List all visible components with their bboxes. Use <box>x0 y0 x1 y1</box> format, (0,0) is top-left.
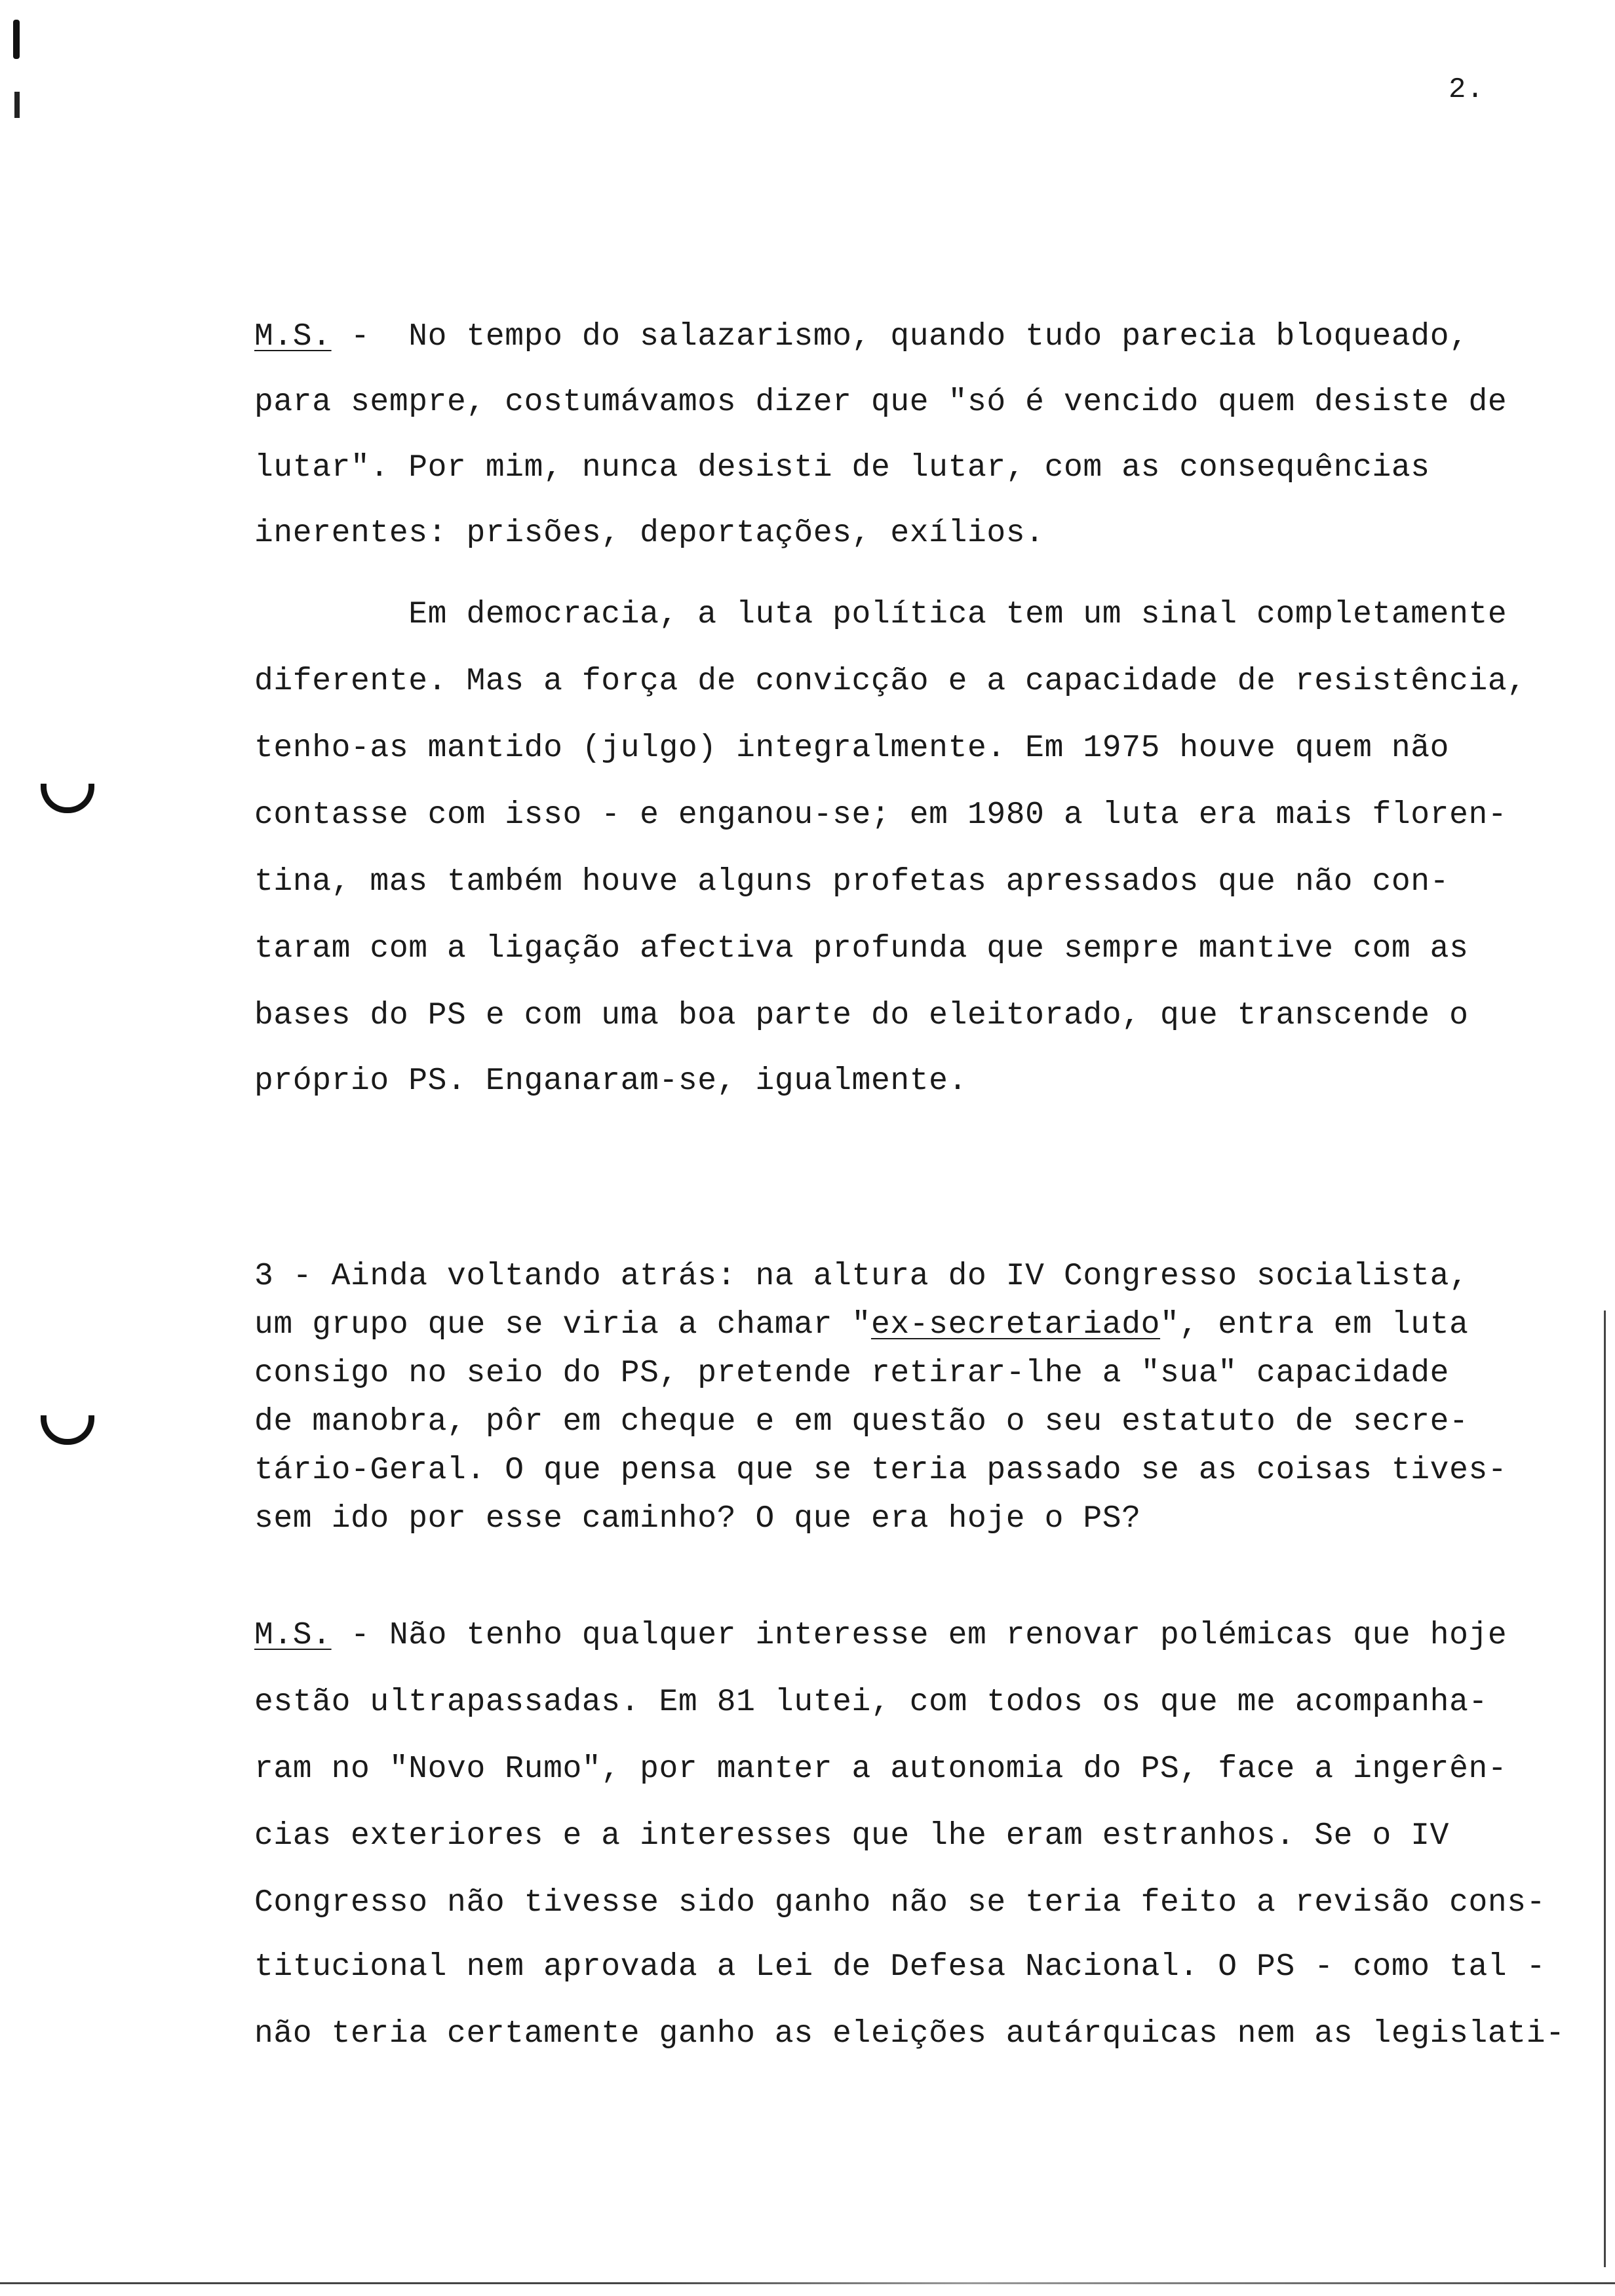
paragraph1-line-3: lutar". Por mim, nunca desisti de lutar, com as consequências <box>254 450 1430 486</box>
binder-tick <box>14 92 20 118</box>
bottom-edge <box>0 2282 1615 2284</box>
paragraph2-line-6: taram com a ligação afectiva profunda que sempre mantive com as <box>254 931 1469 966</box>
paragraph1-line-4: inerentes: prisões, deportações, exílios. <box>254 516 1045 551</box>
speaker-label: M.S. <box>254 1618 332 1653</box>
paragraph1-line-2: para sempre, costumávamos dizer que "só é vencido quem desiste de <box>254 385 1508 420</box>
question3-line-5: tário-Geral. O que pensa que se teria passado se as coisas tives- <box>254 1453 1508 1488</box>
paragraph2-line-4: contasse com isso - e enganou-se; em 1980 a luta era mais floren- <box>254 797 1508 833</box>
answer3-line-5: Congresso não tivesse sido ganho não se teria feito a revisão cons- <box>254 1885 1546 1921</box>
margin-mark <box>41 784 94 813</box>
answer3-line-2: estão ultrapassadas. Em 81 lutei, com todos os que me acompanha- <box>254 1685 1488 1720</box>
paragraph2-line-5: tina, mas também houve alguns profetas apressados que não con- <box>254 864 1450 900</box>
page-edge <box>1604 1311 1606 2267</box>
question3-line-2: um grupo que se viria a chamar "ex-secretariado", entra em luta <box>254 1307 1469 1343</box>
paragraph2-line-1: Em democracia, a luta política tem um sinal completamente <box>254 597 1508 632</box>
paragraph2-line-7: bases do PS e com uma boa parte do eleitorado, que transcende o <box>254 998 1469 1033</box>
paragraph2-line-2: diferente. Mas a força de convicção e a capacidade de resistência, <box>254 664 1527 699</box>
answer3-line-3: ram no "Novo Rumo", por manter a autonomia do PS, face a ingerên- <box>254 1751 1508 1787</box>
answer3-line-7: não teria certamente ganho as eleições autárquicas nem as legislati- <box>254 2016 1565 2052</box>
paragraph1-line-1: M.S. - No tempo do salazarismo, quando tudo parecia bloqueado, <box>254 319 1469 354</box>
answer3-line-4: cias exteriores e a interesses que lhe eram estranhos. Se o IV <box>254 1818 1450 1854</box>
answer3-line-6: titucional nem aprovada a Lei de Defesa Nacional. O PS - como tal - <box>254 1949 1546 1985</box>
question3-line-6: sem ido por esse caminho? O que era hoje o PS? <box>254 1501 1141 1537</box>
binder-mark <box>13 20 20 59</box>
margin-mark <box>41 1415 94 1445</box>
speaker-label: M.S. <box>254 319 332 354</box>
answer3-line-1: M.S. - Não tenho qualquer interesse em renovar polémicas que hoje <box>254 1618 1508 1653</box>
paragraph2-line-8: próprio PS. Enganaram-se, igualmente. <box>254 1063 967 1099</box>
page-number: 2. <box>1449 73 1485 106</box>
paragraph2-line-3: tenho-as mantido (julgo) integralmente. Em 1975 houve quem não <box>254 731 1450 766</box>
question3-line-4: de manobra, pôr em cheque e em questão o seu estatuto de secre- <box>254 1404 1469 1440</box>
underlined-term: ex-secretariado <box>870 1307 1161 1343</box>
question3-line-3: consigo no seio do PS, pretende retirar-lhe a "sua" capacidade <box>254 1356 1450 1391</box>
question3-line-1: 3 - Ainda voltando atrás: na altura do IV Congresso socialista, <box>254 1259 1469 1294</box>
